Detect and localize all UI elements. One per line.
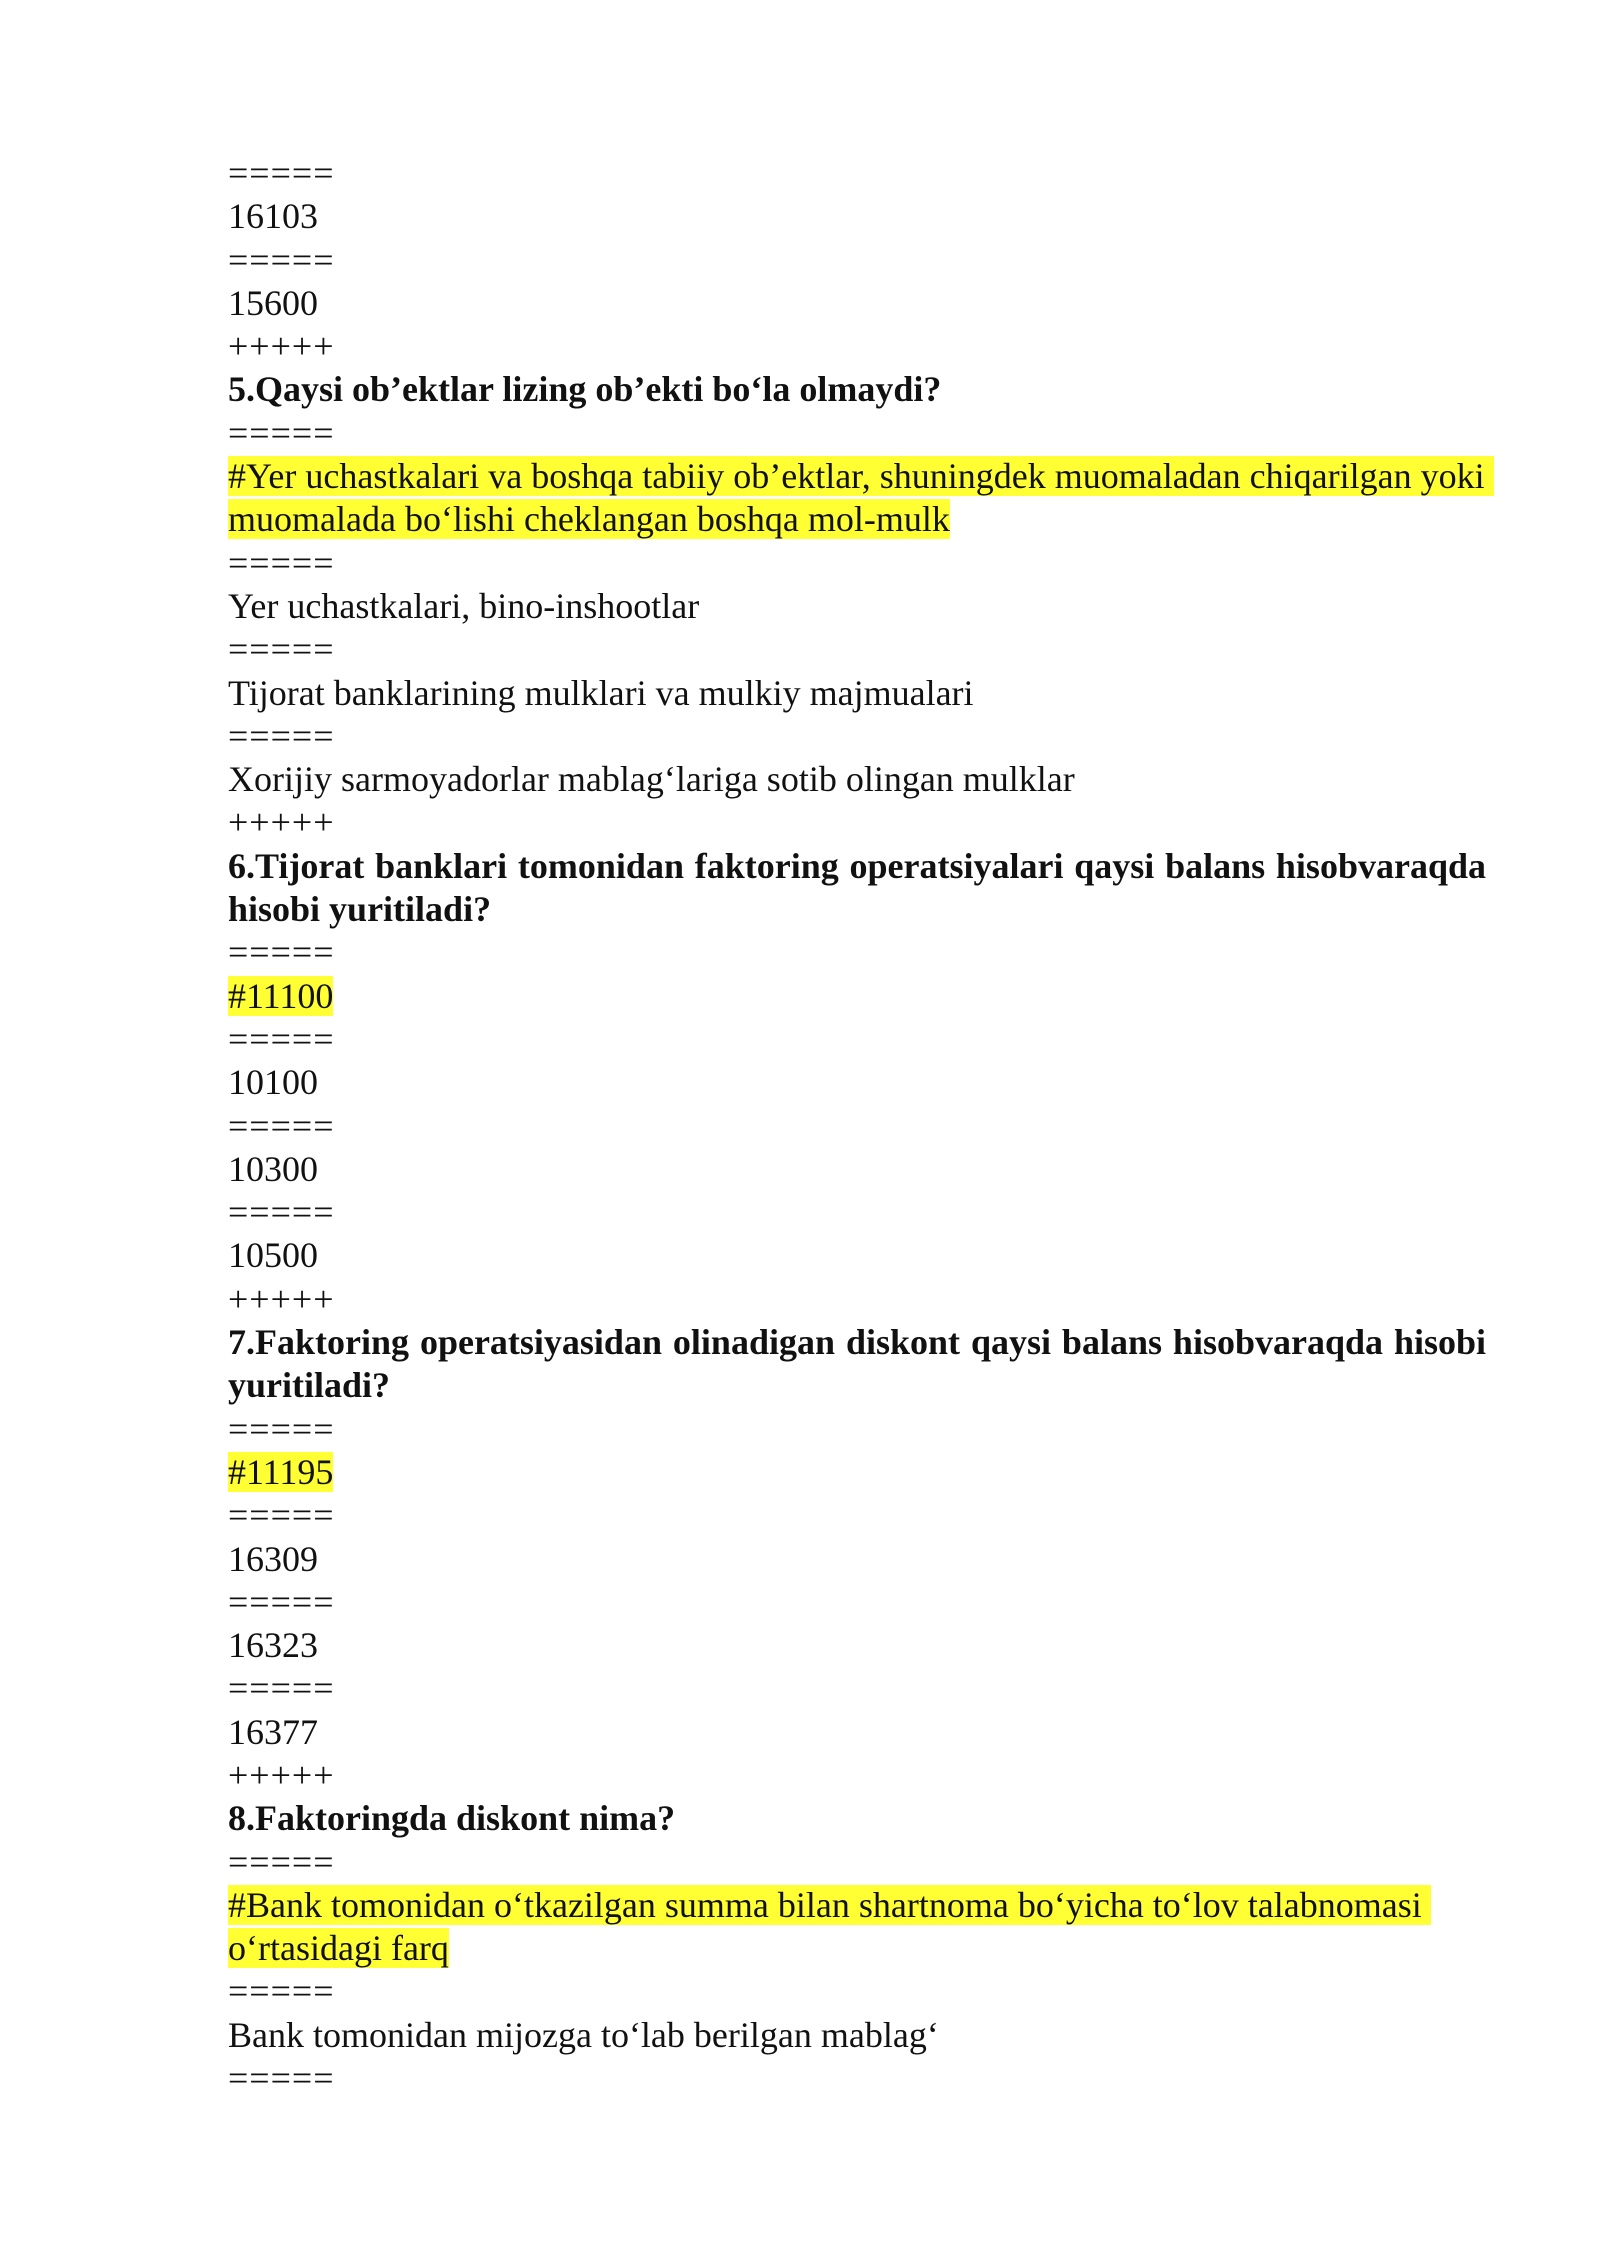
separator-line: =====: [228, 2058, 335, 2099]
separator-line: =====: [228, 239, 335, 280]
separator-line: =====: [228, 932, 335, 973]
separator-line: =====: [228, 1105, 335, 1146]
answer-option: 16309: [228, 1538, 318, 1579]
separator-line: =====: [228, 629, 335, 670]
correct-answer-line: [228, 975, 1486, 1018]
correct-answer-line: [228, 1451, 1486, 1494]
question-text: 7.Faktoring operatsiyasidan olinadigan diskont qaysi balans hisobvaraqda hisobi yuritiladi?: [228, 1322, 1495, 1406]
answer-option: 16377: [228, 1711, 318, 1752]
separator-line: =====: [228, 153, 335, 193]
answer-option: Yer uchastkalari, bino-inshootlar: [228, 585, 700, 626]
separator-line: =====: [228, 1495, 335, 1536]
separator-line: =====: [228, 1192, 335, 1233]
question-text: 8.Faktoringda diskont nima?: [228, 1798, 676, 1839]
separator-line: +++++: [228, 1754, 335, 1795]
answer-option: Tijorat banklarining mulklari va mulkiy majmualari: [228, 672, 974, 713]
separator-line: =====: [228, 412, 335, 453]
separator-line: =====: [228, 1841, 335, 1882]
answer-option: 16323: [228, 1625, 318, 1666]
separator-line: =====: [228, 715, 335, 756]
correct-answer: #11100: [228, 975, 334, 1016]
correct-answer-line: [228, 1884, 1486, 1971]
answer-option: 10500: [228, 1235, 318, 1276]
document-page: [228, 152, 1495, 2100]
answer-option: 10100: [228, 1062, 318, 1103]
correct-answer-line: [228, 455, 1494, 542]
correct-answer: #11195: [228, 1451, 334, 1492]
separator-line: +++++: [228, 326, 335, 367]
separator-line: =====: [228, 1668, 335, 1709]
separator-line: =====: [228, 1581, 335, 1622]
separator-line: =====: [228, 542, 335, 583]
answer-option: Xorijiy sarmoyadorlar mablag‘lariga sotib olingan mulklar: [228, 759, 1075, 800]
correct-answer: #Bank tomonidan o‘tkazilgan summa bilan shartnoma bo‘yicha to‘lov talabnomasi o‘rtasidagi farq: [228, 1884, 1431, 1969]
separator-line: =====: [228, 1408, 335, 1449]
answer-option: 10300: [228, 1148, 318, 1189]
answer-option: 16103: [228, 196, 318, 237]
separator-line: +++++: [228, 802, 335, 843]
answer-option: 15600: [228, 282, 318, 323]
separator-line: =====: [228, 1971, 335, 2012]
separator-line: =====: [228, 1018, 335, 1059]
correct-answer: #Yer uchastkalari va boshqa tabiiy ob’ektlar, shuningdek muomaladan chiqarilgan yoki muomalada bo‘lishi cheklangan boshqa mol-mulk: [228, 456, 1494, 540]
question-text: 6.Tijorat banklari tomonidan faktoring operatsiyalari qaysi balans hisobvaraqda hisobi yuritiladi?: [228, 845, 1495, 930]
answer-option: Bank tomonidan mijozga to‘lab berilgan mablag‘: [228, 2014, 939, 2055]
question-text: 5.Qaysi ob’ektlar lizing ob’ekti bo‘la olmaydi?: [228, 369, 942, 410]
separator-line: +++++: [228, 1278, 335, 1319]
